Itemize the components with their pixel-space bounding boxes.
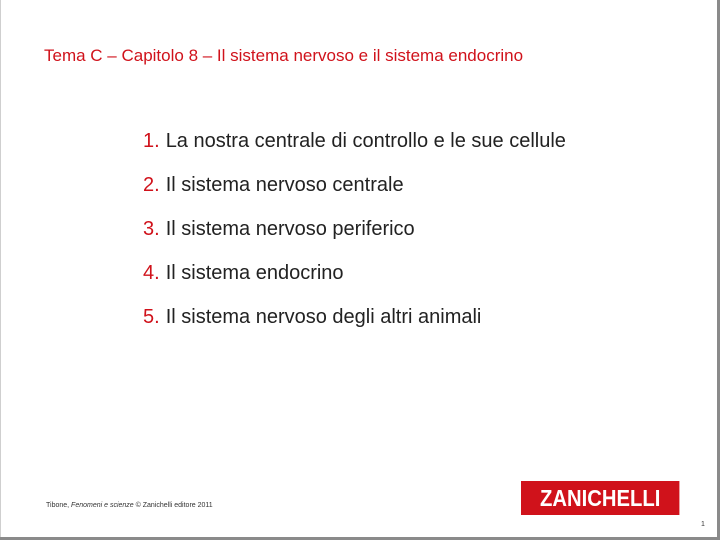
agenda-item-text: La nostra centrale di controllo e le sue cellule [165, 130, 566, 152]
agenda-item-text: Il sistema endocrino [165, 262, 344, 284]
agenda-list [143, 122, 566, 342]
footer-author: Tibone, [46, 502, 72, 509]
footer-credit [46, 502, 213, 509]
footer-book-title: Fenomeni e scienze [71, 502, 134, 509]
agenda-item-number: 1. [143, 130, 160, 152]
page-number: 1 [701, 521, 705, 528]
slide-title: Tema C – Capitolo 8 – Il sistema nervoso e il sistema endocrino [44, 46, 524, 65]
agenda-item-number: 4. [143, 262, 160, 284]
agenda-item [143, 210, 566, 254]
agenda-item-text: Il sistema nervoso periferico [165, 218, 415, 240]
agenda-item-text: Il sistema nervoso centrale [165, 174, 404, 196]
agenda-item-number: 3. [143, 218, 160, 240]
agenda-item [143, 298, 566, 342]
agenda-item [143, 122, 566, 166]
slide-left-edge [0, 0, 1, 540]
agenda-item [143, 166, 566, 210]
publisher-logo: ZANICHELLI [521, 481, 679, 515]
agenda-item-number: 2. [143, 174, 160, 196]
footer-publisher: © Zanichelli editore 2011 [133, 502, 213, 509]
agenda-item-text: Il sistema nervoso degli altri animali [165, 306, 482, 328]
agenda-item-number: 5. [143, 306, 160, 328]
agenda-item [143, 254, 566, 298]
